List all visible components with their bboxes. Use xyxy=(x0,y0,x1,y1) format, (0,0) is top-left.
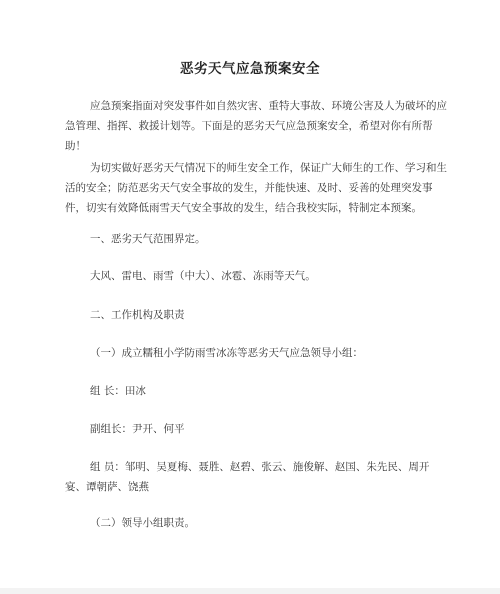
subsection-heading-1: （一）成立糯租小学防雨雪冰冻等恶劣天气应急领导小组： xyxy=(90,347,363,359)
intro-paragraph: 应急预案指面对突发事件如自然灾害、重特大事故、环境公害及人为破坏的应急管理、指挥、救援计划等。下面是的恶劣天气应急预案安全，希望对你有所帮助！ xyxy=(65,100,447,152)
purpose-paragraph: 为切实做好恶劣天气情况下的师生安全工作，保证广大师生的工作、学习和生活的安全；防范恶劣天气安全事故的发生，并能快速、及时、妥善的处理突发事件，切实有效降低雨雪天气安全事故的发生，结合我校实际，特制定本预案。 xyxy=(65,162,447,214)
group-members-line: 组 员：邹明、吴夏梅、聂胜、赵碧、张云、施俊解、赵国、朱先民、周开宴、谭朝萨、饶燕 xyxy=(65,461,430,493)
section-heading-1: 一、恶劣天气范围界定。 xyxy=(90,233,206,245)
section-heading-2: 二、工作机构及职责 xyxy=(90,309,185,321)
weather-types-paragraph: 大风、雷电、雨雪（中大）、冰雹、冻雨等天气。 xyxy=(90,270,316,282)
page-bottom-edge xyxy=(0,588,500,594)
subsection-heading-2: （二）领导小组职责。 xyxy=(90,517,195,529)
deputy-leader-line: 副组长：尹开、何平 xyxy=(90,423,185,435)
group-leader-line: 组 长：田冰 xyxy=(90,385,146,397)
document-title: 恶劣天气应急预案安全 xyxy=(180,61,320,77)
